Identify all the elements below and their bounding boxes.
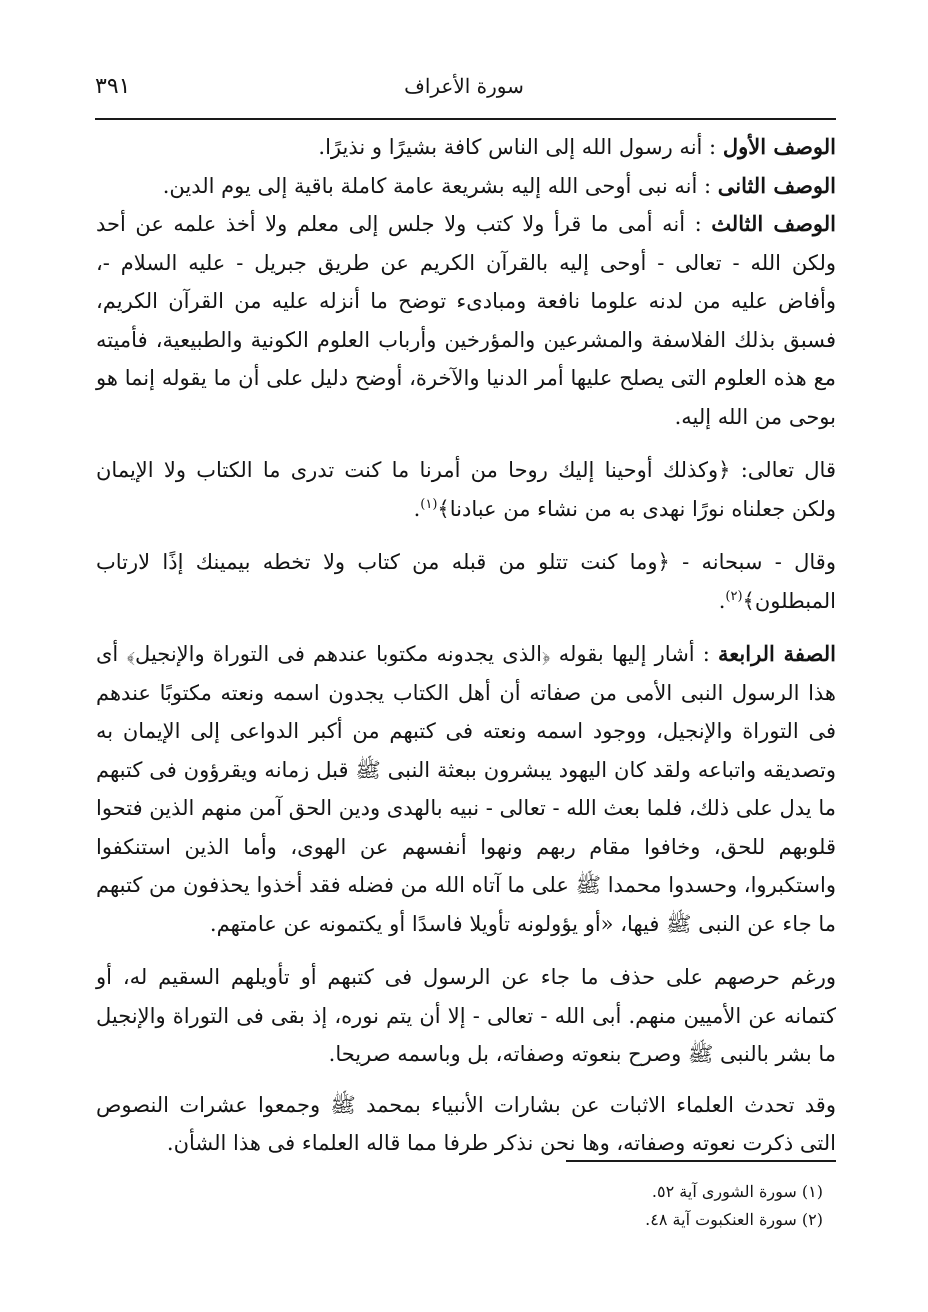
quote-1-end: . [413, 496, 421, 521]
paragraph-third-attribute [96, 205, 836, 436]
footnotes [96, 1178, 823, 1234]
page-body [96, 128, 836, 1163]
text-scholars: وقد تحدث العلماء الاثبات عن بشارات الأنبياء بمحمد ﷺ وجمعوا عشرات النصوص التى ذكرت نعوته وصفاته، وها نحن نذكر طرفا مما قاله العلماء فى هذا الشأن. [96, 1092, 836, 1155]
paragraph-fourth-attribute [96, 635, 836, 943]
term-third-attribute: الوصف الثالث [711, 211, 836, 236]
footnote-mark-1[interactable]: (١) [420, 496, 438, 512]
page-header [95, 70, 833, 110]
paragraph-gap [96, 943, 836, 958]
paragraph-gap [96, 528, 836, 543]
text-second-attribute: : أنه نبى أوحى الله إليه بشريعة عامة كاملة باقية إلى يوم الدين. [162, 173, 712, 198]
text-third-attribute: : أنه أمى ما قرأ ولا كتب ولا جلس إلى معلم ولا أخذ علمه عن أحد ولكن الله - تعالى - أوحى إليه بالقرآن الكريم عن طريق جبريل - عليه السلام -، وأفاض عليه من لدنه علوما نافعة ومبادىء توضح ما أنزله عليه من القرآن الكريم، فسبق بذلك الفلاسفة والمشرعين والمؤرخين وأرباب العلوم الكونية والطبيعية، فأميته مع هذه العلوم التى يصلح عليها أمر الدنيا والآخرة، أوضح دليل على أن ما يقوله إنما هو بوحى من الله إليه. [96, 212, 836, 429]
footnote-divider [566, 1160, 836, 1162]
paragraph-scholars [96, 1086, 836, 1163]
footnote-1: (١) سورة الشورى آية ٥٢. [651, 1182, 823, 1201]
surah-title: سورة الأعراف [404, 74, 524, 98]
text-quran-quote-1: قال تعالى: ﴿وكذلك أوحينا إليك روحا من أمرنا ما كنت تدرى ما الكتاب ولا الإيمان ولكن جعلناه نورًا نهدى به من نشاء من عبادنا﴾ [96, 458, 836, 521]
paragraph-quran-quote-1 [96, 451, 836, 528]
text-first-attribute: : أنه رسول الله إلى الناس كافة بشيرًا و نذيرًا. [318, 135, 717, 159]
page-number: ٣٩١ [95, 74, 131, 99]
footnote-2: (٢) سورة العنكبوت آية ٤٨. [645, 1210, 823, 1229]
paragraph-gap [96, 1074, 836, 1086]
paragraph-quran-quote-2 [96, 543, 836, 620]
footnote-mark-2[interactable]: (٢) [725, 588, 743, 604]
quote-2-end: . [718, 588, 726, 613]
term-fourth-attribute: الصفة الرابعة [718, 641, 836, 666]
term-second-attribute: الوصف الثانى [717, 172, 836, 198]
header-divider [95, 118, 836, 120]
term-first-attribute: الوصف الأول [722, 134, 836, 159]
text-despite: ورغم حرصهم على حذف ما جاء عن الرسول فى كتبهم أو تأويلهم السقيم له، أو كتمانه عن الأميين منهم. أبى الله - تعالى - إلا أن يتم نوره، إذ بقى فى التوراة والإنجيل ما بشر بالنبى ﷺ وصرح بنعوته وصفاته، بل وباسمه صريحا. [96, 965, 836, 1066]
text-quran-quote-2: وقال - سبحانه - ﴿وما كنت تتلو من قبله من كتاب ولا تخطه بيمينك إذًا لارتاب المبطلون﴾ [96, 550, 836, 613]
paragraph-gap [96, 436, 836, 451]
text-fourth-attribute: : أشار إليها بقوله ﴿الذى يجدونه مكتوبا عندهم فى التوراة والإنجيل﴾ أى هذا الرسول النبى الأمى من صفاته أن أهل الكتاب يجدون اسمه ونعته مكتوبًا عندهم فى التوراة والإنجيل، ووجود اسمه ونعته فى كتبهم من أكبر الدواعى إلى الإيمان به وتصديقه واتباعه ولقد كان اليهود يبشرون ببعثة النبى ﷺ قبل زمانه ويقرؤون فى كتبهم ما يدل على ذلك، فلما بعث الله - تعالى - نبيه بالهدى ودين الحق آمن منهم الذين فتحوا قلوبهم للحق، وخافوا مقام ربهم ونهوا أنفسهم عن الهوى، وأما الذين استنكفوا واستكبروا، وحسدوا محمدا ﷺ على ما آتاه الله من فضله فقد أخذوا يحذفون من كتبهم ما جاء عن النبى ﷺ فيها، «أو يؤولونه تأويلا فاسدًا أو يكتمونه عن عامتهم. [96, 642, 836, 936]
paragraph-first-attribute [96, 128, 836, 167]
paragraph-second-attribute [96, 167, 836, 206]
paragraph-despite [96, 958, 836, 1074]
paragraph-gap [96, 620, 836, 635]
